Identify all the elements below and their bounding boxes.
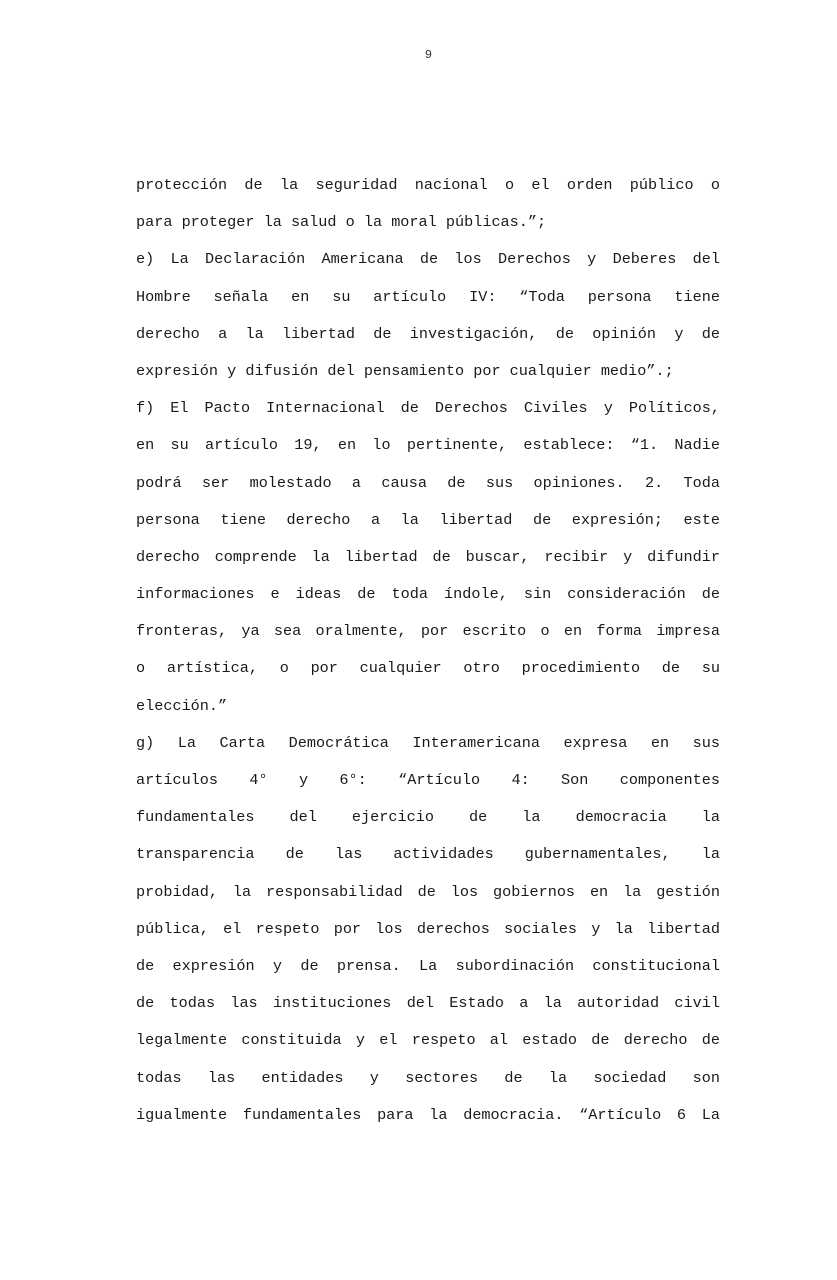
text-line: g) La Carta Democrática Interamericana expresa en sus	[136, 733, 720, 752]
text-line: podrá ser molestado a causa de sus opiniones. 2. Toda	[136, 473, 720, 492]
text-line: todas las entidades y sectores de la sociedad son	[136, 1068, 720, 1087]
text-line: e) La Declaración Americana de los Derechos y Deberes del	[136, 250, 720, 269]
text-line: f) El Pacto Internacional de Derechos Civiles y Políticos,	[136, 399, 720, 418]
text-line: o artística, o por cualquier otro procedimiento de su	[136, 659, 720, 678]
text-line: fronteras, ya sea oralmente, por escrito o en forma impresa	[136, 622, 720, 641]
text-line: derecho a la libertad de investigación, de opinión y de	[136, 324, 720, 343]
text-line: para proteger la salud o la moral públicas.”;	[136, 213, 547, 232]
text-line: de todas las instituciones del Estado a la autoridad civil	[136, 994, 720, 1013]
text-line: artículos 4° y 6°: “Artículo 4: Son componentes	[136, 771, 720, 789]
text-line: transparencia de las actividades gubernamentales, la	[136, 845, 720, 864]
text-line: de expresión y de prensa. La subordinación constitucional	[136, 956, 720, 975]
text-line: expresión y difusión del pensamiento por cualquier medio”.;	[136, 361, 674, 380]
text-line: protección de la seguridad nacional o el orden público o	[136, 176, 720, 194]
body-text	[136, 167, 720, 1134]
text-line: pública, el respeto por los derechos sociales y la libertad	[136, 919, 720, 938]
page-number: 9	[424, 48, 433, 62]
text-line: elección.”	[136, 696, 228, 715]
text-line: persona tiene derecho a la libertad de expresión; este	[136, 510, 720, 529]
text-line: informaciones e ideas de toda índole, sin consideración de	[136, 585, 720, 604]
text-line: en su artículo 19, en lo pertinente, establece: “1. Nadie	[136, 436, 720, 455]
text-line: derecho comprende la libertad de buscar, recibir y difundir	[136, 547, 720, 566]
text-line: igualmente fundamentales para la democracia. “Artículo 6 La	[136, 1105, 720, 1124]
text-line: fundamentales del ejercicio de la democracia la	[136, 808, 720, 827]
text-line: Hombre señala en su artículo IV: “Toda persona tiene	[136, 287, 720, 306]
text-line: probidad, la responsabilidad de los gobiernos en la gestión	[136, 882, 720, 901]
text-line: legalmente constituida y el respeto al estado de derecho de	[136, 1031, 720, 1050]
